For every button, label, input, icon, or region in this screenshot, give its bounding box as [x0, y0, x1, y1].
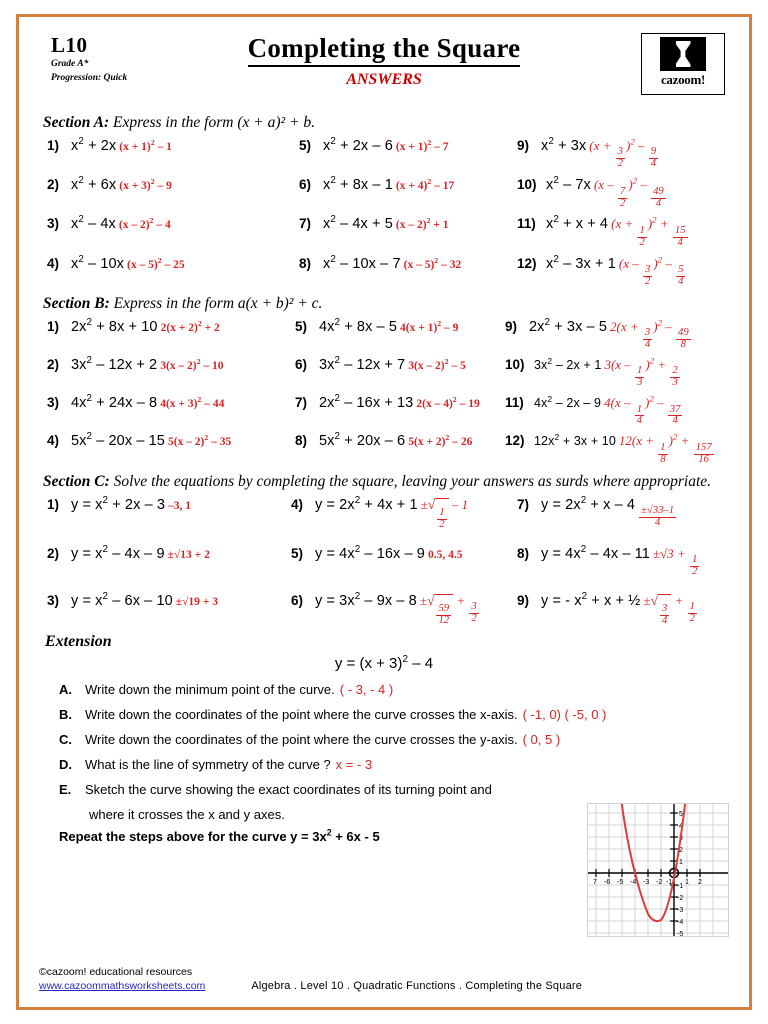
- item-question: Write down the coordinates of the point where the curve crosses the x-axis.: [85, 707, 518, 723]
- question-answer: ± √ $\frac{59}{12}$ + $\frac{3}{2}$: [419, 592, 477, 627]
- question-item: [517, 543, 753, 578]
- item-answer: x = - 3: [335, 757, 373, 773]
- question-item: [505, 357, 755, 389]
- question-item: [517, 494, 753, 531]
- question-answer: (x – $\frac{3}{2}$ )$^2$ – $\frac{5}{4}$: [618, 254, 684, 287]
- question-item: [47, 138, 299, 170]
- item-text: [85, 757, 731, 773]
- question-number: 8): [517, 545, 530, 561]
- parabola-graph: [587, 803, 729, 937]
- question-answer: (x + $\frac{3}{2}$ )$^2$ – $\frac{9}{4}$: [589, 136, 657, 170]
- question-answer: 2(x – 4)$^2$ – 19: [416, 395, 480, 411]
- extension-heading: Extension: [45, 633, 112, 651]
- question-item: [47, 395, 295, 427]
- question-answer: ±√3 + $\frac{1}{2}$: [652, 545, 698, 578]
- extension-equation: $y = (x + 3)^2 - 4$: [334, 654, 434, 673]
- question-number: 5): [295, 318, 308, 334]
- website-link[interactable]: www.cazoommathsworksheets.com: [39, 980, 206, 992]
- question-item: [505, 395, 755, 427]
- svg-text:-3: -3: [677, 907, 684, 914]
- question-number: 6): [291, 592, 304, 608]
- question-number: 6): [295, 356, 308, 372]
- question-expression: $y = 4x^2 - 16x - 9$: [315, 543, 425, 562]
- question-number: 1): [47, 138, 60, 153]
- question-expression: y = - $x^2 + x$ + ½: [541, 591, 641, 609]
- question-expression: $4x^2 + 24x - 8$: [71, 393, 158, 412]
- page-header: [37, 33, 731, 107]
- question-answer: ± √ $\frac{1}{2}$ – 1: [420, 496, 469, 530]
- question-expression: $x^2 + 8x - 1$: [323, 175, 393, 194]
- question-expression: $3x^2 - 12x + 2$: [71, 355, 158, 373]
- question-expression: $x^2 - 10x$: [71, 253, 125, 272]
- question-expression: $x^2 - 3x + 1$: [546, 253, 616, 272]
- question-item: [517, 593, 753, 627]
- question-number: 7): [295, 395, 308, 411]
- question-item: [295, 433, 505, 465]
- question-number: 4): [47, 255, 60, 271]
- question-expression: $x^2 + 2x - 6$: [323, 136, 393, 154]
- question-number: 10): [505, 356, 525, 372]
- item-letter: A.: [59, 682, 72, 698]
- question-answer: (x – 5)$^2$ – 32: [403, 255, 462, 271]
- question-item: [47, 216, 299, 248]
- question-answer: (x – 2)$^2$ + 1: [395, 216, 449, 232]
- question-item: [47, 316, 295, 351]
- question-expression: $x^2 - 10x - 7$: [323, 253, 401, 272]
- section-c-questions: [47, 494, 731, 628]
- question-answer: ±√19 + 3: [175, 595, 218, 608]
- question-expression: $y = 4x^2 - 4x - 11$: [541, 543, 650, 562]
- section-b-heading: [43, 294, 731, 313]
- question-expression: $3x^2 - 2x + 1$: [534, 355, 602, 372]
- svg-text:-1: -1: [677, 883, 684, 890]
- question-number: 2): [47, 177, 60, 193]
- item-question: What is the line of symmetry of the curve ?: [85, 757, 331, 773]
- graph-svg: [588, 804, 728, 936]
- question-number: 7): [299, 216, 312, 232]
- item-question: Sketch the curve showing the exact coordinates of its turning point and: [85, 782, 492, 798]
- question-answer: 12(x + $\frac{1}{8}$ )$^2$ + $\frac{157}{16}$: [618, 431, 712, 465]
- question-item: [295, 316, 505, 351]
- lesson-code: L10: [51, 33, 88, 57]
- section-b-instruction: Express in the form a(x + b)² + c.: [109, 294, 323, 312]
- section-b-questions: [47, 316, 731, 466]
- question-answer: $(x + 1)^2 - 1$: [119, 138, 172, 153]
- question-number: 4): [291, 496, 304, 512]
- question-number: 9): [505, 318, 518, 334]
- question-number: 7): [517, 496, 530, 512]
- drum-icon: [660, 37, 706, 71]
- question-answer: $(x + 4)^2 - 17$: [395, 177, 455, 193]
- svg-text:-5: -5: [677, 931, 684, 936]
- question-item: [47, 494, 291, 531]
- section-a-label: Section A:: [43, 114, 110, 131]
- logo-wordmark: cazoom!: [660, 72, 706, 87]
- svg-text:1: 1: [679, 859, 683, 866]
- question-number: 10): [517, 177, 537, 193]
- question-expression: $2x^2 + 8x + 10$: [71, 316, 158, 335]
- svg-text:-2: -2: [656, 879, 663, 886]
- question-answer: $5(x + 2)^2 - 26$: [408, 433, 473, 449]
- question-item: [299, 177, 517, 209]
- question-expression: $x^2 + 6x$: [71, 175, 117, 194]
- question-number: 11): [517, 216, 536, 232]
- question-answer: (x + $\frac{1}{2}$ )$^2$ + $\frac{15}{4}$: [611, 215, 686, 248]
- question-item: [47, 543, 291, 578]
- section-a-heading: [43, 113, 731, 132]
- question-number: 5): [291, 545, 304, 561]
- question-answer: (x – $\frac{7}{2}$ )$^2$ – $\frac{49}{4}$: [593, 175, 664, 209]
- section-c-label: Section C:: [43, 472, 110, 490]
- svg-text:4: 4: [679, 823, 683, 830]
- question-expression: $4x^2 - 2x - 9$: [534, 393, 602, 411]
- question-number: 9): [517, 138, 530, 153]
- question-item: [295, 357, 505, 389]
- question-expression: $y = x^2 - 4x - 9$: [71, 543, 165, 562]
- item-answer: ( 0, 5 ): [522, 732, 561, 748]
- question-answer: $4(x + 3)^2 - 44$: [160, 395, 225, 411]
- svg-text:2: 2: [698, 879, 702, 886]
- extension-item-e: [59, 782, 731, 798]
- question-item: [505, 433, 755, 465]
- svg-text:2: 2: [679, 847, 683, 854]
- footer-row: [39, 979, 729, 993]
- question-expression: $y = 2x^2 + 4x + 1$: [315, 494, 418, 513]
- question-item: [299, 138, 517, 170]
- svg-text:-4: -4: [677, 919, 684, 926]
- question-answer: 4(x – $\frac{1}{4}$ )$^2$ – $\frac{37}{4}$: [604, 393, 681, 427]
- item-text: [85, 732, 731, 748]
- question-expression: $x^2 - 4x$: [71, 214, 116, 233]
- question-expression: $y = 3x^2 - 9x - 8$: [315, 591, 417, 609]
- question-item: [517, 177, 755, 209]
- question-item: [505, 316, 755, 351]
- extension-item-e-cont: where it crosses the x and y axes.: [89, 807, 285, 823]
- question-item: [47, 433, 295, 465]
- page-footer: [39, 965, 729, 993]
- question-number: 9): [517, 592, 530, 608]
- question-number: 12): [505, 433, 525, 449]
- progression-label: Progression: Quick: [51, 73, 128, 83]
- question-expression: $12x^2 + 3x + 10$: [534, 432, 616, 449]
- item-text: [85, 682, 731, 698]
- question-answer: ±√13 + 2: [167, 548, 210, 561]
- question-number: 3): [47, 216, 60, 232]
- question-answer: 3(x – 2)$^2$ – 5: [408, 357, 466, 372]
- question-item: [47, 357, 295, 389]
- question-item: [299, 216, 517, 248]
- section-c-heading: [43, 472, 731, 491]
- svg-text:3: 3: [679, 835, 683, 842]
- section-a-questions: [47, 138, 731, 288]
- question-answer: 3(x – 2)$^2$ – 10: [160, 357, 224, 372]
- question-expression: $x^2 + 3x$: [541, 136, 587, 154]
- question-expression: $2x^2 + 3x - 5$: [529, 316, 608, 335]
- item-answer: ( -1, 0) ( -5, 0 ): [522, 707, 607, 723]
- question-item: [517, 253, 755, 288]
- item-letter: E.: [59, 782, 72, 798]
- extension-item-c: [59, 732, 731, 748]
- item-question: Write down the minimum point of the curve.: [85, 682, 335, 698]
- question-answer: $4(x + 1)^2 - 9$: [400, 318, 459, 334]
- item-letter: C.: [59, 732, 72, 748]
- question-answer: (x – 5)$^2$ – 25: [127, 255, 185, 271]
- worksheet-sheet: [16, 14, 752, 1010]
- question-item: [291, 494, 517, 531]
- question-number: 2): [47, 545, 60, 561]
- svg-text:-6: -6: [604, 879, 611, 886]
- svg-text:-1: -1: [666, 879, 673, 886]
- question-expression: $y = 2x^2 + x - 4$: [541, 494, 636, 513]
- question-expression: $5x^2 - 20x - 15$: [71, 431, 165, 450]
- item-letter: B.: [59, 707, 72, 723]
- question-item: [517, 216, 755, 248]
- page-title: Completing the Square: [248, 33, 521, 67]
- question-item: [291, 543, 517, 578]
- question-item: [295, 395, 505, 427]
- question-number: 6): [299, 177, 312, 193]
- question-item: [47, 593, 291, 627]
- svg-text:-4: -4: [630, 879, 637, 886]
- extension-item-b: [59, 707, 731, 723]
- section-b-label: Section B:: [43, 294, 110, 312]
- question-number: 2): [47, 356, 60, 372]
- title-block: [37, 33, 731, 89]
- item-text: [85, 707, 731, 723]
- section-c-instruction: Solve the equations by completing the square, leaving your answers as surds where appropriate.: [109, 472, 712, 490]
- question-expression: $4x^2 + 8x - 5$: [319, 316, 398, 335]
- svg-text:-3: -3: [643, 879, 650, 886]
- question-number: 4): [47, 433, 60, 449]
- question-item: [47, 253, 299, 288]
- answers-label: ANSWERS: [346, 71, 422, 88]
- question-number: 11): [505, 395, 524, 411]
- question-answer: –3, 1: [168, 499, 192, 512]
- copyright-text: ©cazoom! educational resources: [39, 966, 193, 978]
- question-answer: $\frac{\pm√33-1}{4}$: [641, 504, 675, 528]
- question-answer: 5(x – 2)$^2$ – 35: [167, 433, 232, 449]
- question-number: 8): [299, 255, 312, 271]
- grade-label: Grade A*: [51, 59, 89, 69]
- svg-text:1: 1: [685, 879, 689, 886]
- svg-text:7: 7: [593, 879, 597, 886]
- svg-text:-2: -2: [677, 895, 684, 902]
- section-a-instruction: Express in the form (x + a)² + b.: [109, 114, 315, 131]
- svg-text:5: 5: [679, 811, 683, 818]
- question-answer: $2(x + 2)^2 + 2$: [160, 318, 220, 334]
- question-number: 8): [295, 433, 308, 449]
- item-question: Write down the coordinates of the point where the curve crosses the y-axis.: [85, 732, 518, 748]
- question-answer: ± √ $\frac{3}{4}$ + $\frac{1}{2}$: [643, 592, 695, 627]
- question-expression: $x^2 + 2x$: [71, 136, 117, 154]
- question-answer: 3(x – $\frac{1}{3}$ )$^2$ + $\frac{2}{3}$: [604, 355, 678, 389]
- question-expression: $x^2 + x + 4$: [546, 214, 609, 233]
- repeat-instruction: Repeat the steps above for the curve $y = 3x^2 + 6x - 5$: [59, 827, 380, 845]
- question-answer: 2(x + $\frac{3}{4}$ )$^2$ – $\frac{49}{8}$: [610, 317, 689, 351]
- question-item: [299, 253, 517, 288]
- cazoom-logo: [641, 33, 725, 95]
- question-answer: $(x + 3)^2 - 9$: [119, 177, 172, 193]
- question-number: 1): [47, 496, 60, 512]
- question-expression: $3x^2 - 12x + 7$: [319, 355, 406, 373]
- extension-item-d: [59, 757, 731, 773]
- question-expression: $5x^2 + 20x - 6$: [319, 431, 406, 450]
- question-answer: (x – 2)$^2$ – 4: [118, 216, 171, 232]
- question-expression: $x^2 - 4x + 5$: [323, 214, 393, 233]
- item-text: [85, 782, 731, 798]
- question-expression: $y = x^2 - 6x - 10$: [71, 591, 173, 609]
- question-number: 5): [299, 138, 312, 153]
- question-item: [291, 593, 517, 627]
- question-expression: $x^2 - 7x$: [546, 175, 591, 194]
- question-answer: $(x + 1)^2 - 7$: [395, 138, 449, 153]
- question-number: 12): [517, 255, 537, 271]
- extension-item-a: [59, 682, 731, 698]
- question-answer: 0.5, 4.5: [427, 548, 463, 561]
- breadcrumb: Algebra . Level 10 . Quadratic Functions . Completing the Square: [251, 980, 583, 992]
- question-item: [517, 138, 755, 170]
- question-expression: $y = x^2 + 2x - 3$: [71, 494, 166, 513]
- question-number: 3): [47, 395, 60, 411]
- item-letter: D.: [59, 757, 72, 773]
- item-answer: ( - 3, - 4 ): [339, 682, 394, 698]
- question-item: [47, 177, 299, 209]
- question-number: 3): [47, 592, 60, 608]
- svg-text:-5: -5: [617, 879, 624, 886]
- parabola-curve: [618, 804, 688, 921]
- question-expression: $2x^2 - 16x + 13$: [319, 393, 414, 412]
- question-number: 1): [47, 318, 60, 334]
